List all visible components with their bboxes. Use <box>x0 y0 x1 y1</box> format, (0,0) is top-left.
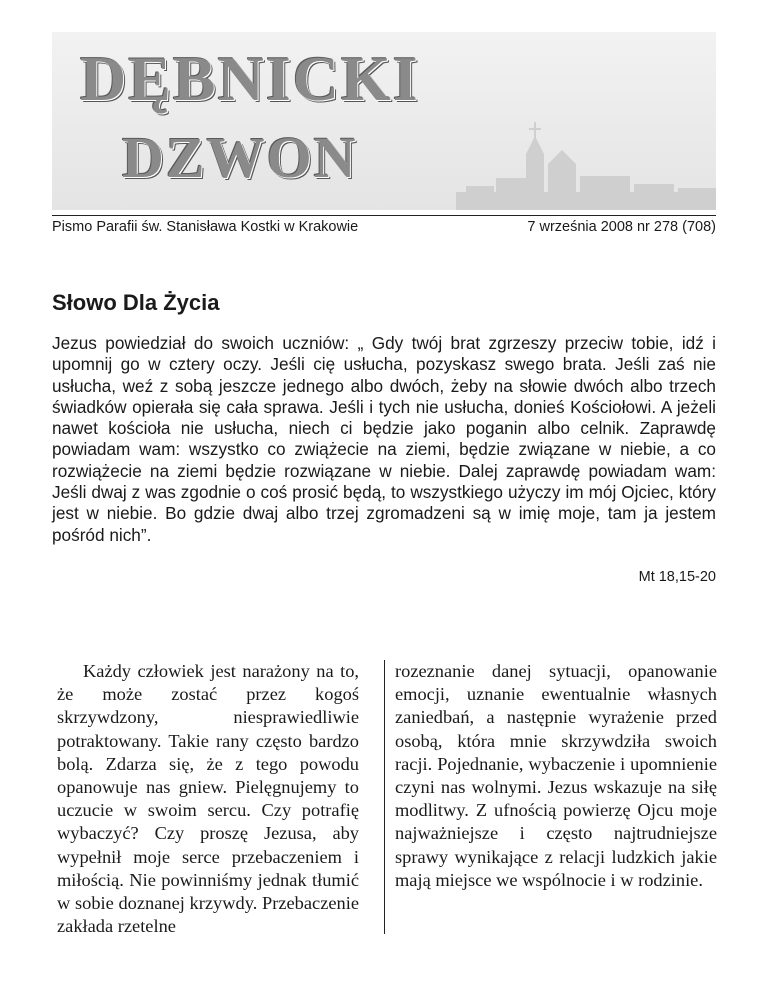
article-column-1: Każdy człowiek jest narażony na to, że może zostać przez kogoś skrzywdzony, niesprawiedliwie potraktowany. Takie rany często bardzo bolą. Zdarza się, że z tego powodu opanowuje nas gniew. Pielęgnujemy to uczucie w swoim sercu. Czy potrafię wybaczyć? Czy proszę Jezusa, aby wypełnił moje serce przebaczeniem i miłością. Nie powinniśmy jednak tłumić w sobie doznanej krzywdy. Przebaczenie zakłada rzetelne <box>57 661 359 937</box>
masthead-banner <box>52 32 716 210</box>
column-divider <box>384 660 385 934</box>
issue-date-number: 7 września 2008 nr 278 (708) <box>527 219 716 235</box>
gospel-citation: Mt 18,15-20 <box>638 569 716 585</box>
parish-name: Pismo Parafii św. Stanisława Kostki w Krakowie <box>52 219 359 235</box>
gospel-text: Jezus powiedział do swoich uczniów: „ Gdy twój brat zgrzeszy przeciw tobie, idź i upomnij go w cztery oczy. Jeśli cię usłucha, pozyskasz swego brata. Jeśli zaś nie usłucha, weź z sobą jeszcze jednego albo dwóch, żeby na słowie dwóch albo trzech świadków opierała się cała sprawa. Jeśli i tych nie usłucha, donieś Kościołowi. A jeżeli nawet kościoła nie usłucha, niech ci będzie jako poganin albo celnik. Zaprawdę powiadam wam: wszystko co zwiążecie na ziemi, będzie związane w niebie, a co rozwiążecie na ziemi będzie rozwiązane w niebie. Dalej zaprawdę powiadam wam: Jeśli dwaj z was zgodnie o coś prosić będą, to wszystkiego użyczy im mój Ojciec, który jest w niebie. Bo gdzie dwaj albo trzej zgromadzeni są w imię moje, tam ja jestem pośród nich”. <box>52 333 716 545</box>
section-title: Słowo Dla Życia <box>52 290 220 315</box>
masthead-title-line2: DZWON <box>122 125 358 190</box>
header-rule <box>52 215 716 216</box>
masthead-title-line1: DĘBNICKI <box>80 43 420 114</box>
church-skyline-image <box>456 92 716 210</box>
article-column-2: rozeznanie danej sytuacji, opanowanie emocji, uznanie ewentualnie własnych zaniedbań, a następnie wyrażenie przed osobą, która mnie skrzywdziła swoich racji. Pojednanie, wybaczenie i upomnienie czyni nas wolnymi. Jezus wskazuje na siłę modlitwy. Z ufnością powierzę Ojcu moje najważniejsze i często najtrudniejsze sprawy wynikające z relacji ludzkich jakie mają miejsce we wspólnocie i w rodzinie. <box>395 661 717 890</box>
